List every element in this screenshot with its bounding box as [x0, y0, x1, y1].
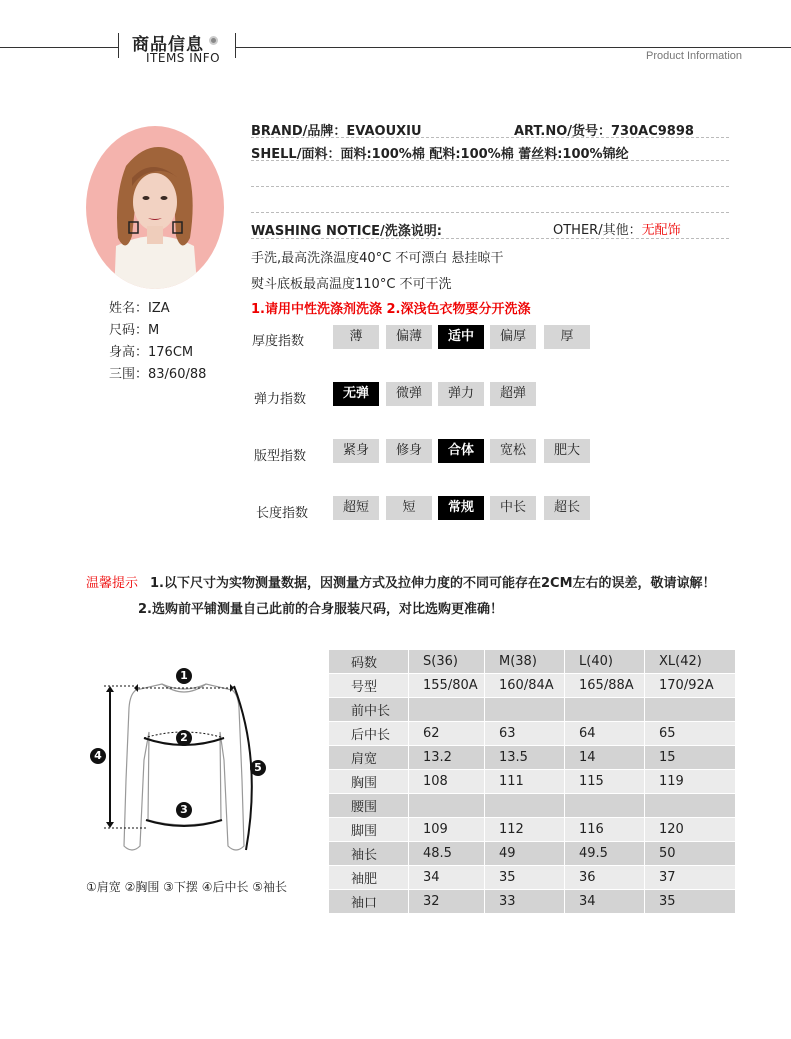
- header-title: 商品信息: [132, 35, 204, 55]
- brand-label: BRAND/品牌：: [251, 124, 347, 139]
- table-cell: 115: [565, 770, 645, 794]
- index-tag-fit: 修身: [386, 439, 432, 463]
- table-cell: 33: [485, 890, 565, 914]
- table-row-header: 号型: [329, 674, 409, 698]
- table-cell: [485, 698, 565, 722]
- index-tag-length: 超短: [333, 496, 379, 520]
- divider: [251, 186, 729, 187]
- notice-label: 温馨提示: [86, 576, 139, 591]
- table-cell: 14: [565, 746, 645, 770]
- index-tag-fit: 宽松: [490, 439, 536, 463]
- table-cell: 109: [409, 818, 485, 842]
- table-cell: 34: [409, 866, 485, 890]
- index-tag-elasticity: 微弹: [386, 382, 432, 406]
- table-cell: 64: [565, 722, 645, 746]
- marker-3-badge: 3: [176, 802, 192, 818]
- table-cell: M(38): [485, 650, 565, 674]
- table-row-header: 袖长: [329, 842, 409, 866]
- table-cell: 36: [565, 866, 645, 890]
- table-row-header: 后中长: [329, 722, 409, 746]
- index-tag-thickness-selected: 适中: [438, 325, 484, 349]
- index-tag-length: 中长: [490, 496, 536, 520]
- model-portrait-image: [86, 126, 224, 289]
- art-value: 730AC9898: [611, 124, 694, 139]
- table-cell: 32: [409, 890, 485, 914]
- table-cell: S(36): [409, 650, 485, 674]
- table-row: [329, 722, 736, 746]
- index-label-thickness: 厚度指数: [252, 334, 305, 349]
- table-cell: [565, 794, 645, 818]
- table-row: [329, 842, 736, 866]
- table-cell: [565, 698, 645, 722]
- other-line: [553, 219, 681, 238]
- notice-line-2: 2.选购前平铺测量自己此前的合身服装尺码，对比选购更准确！: [138, 602, 503, 617]
- table-row-header: 肩宽: [329, 746, 409, 770]
- model-info: [109, 298, 206, 386]
- index-tag-length: 超长: [544, 496, 590, 520]
- marker-4-badge: 4: [90, 748, 106, 764]
- table-cell: 116: [565, 818, 645, 842]
- table-row-header: 前中长: [329, 698, 409, 722]
- model-size: 尺码：M: [109, 323, 160, 338]
- header-dot-icon: [209, 36, 218, 45]
- table-cell: 108: [409, 770, 485, 794]
- table-cell: [645, 698, 736, 722]
- table-cell: 165/88A: [565, 674, 645, 698]
- table-cell: [409, 698, 485, 722]
- wash-warning: 1.请用中性洗涤剂洗涤 2.深浅色衣物要分开洗涤: [251, 302, 531, 317]
- divider: [251, 212, 729, 213]
- index-label-length: 长度指数: [256, 506, 309, 521]
- index-label-fit: 版型指数: [254, 449, 307, 464]
- table-cell: 37: [645, 866, 736, 890]
- table-cell: 119: [645, 770, 736, 794]
- table-row: [329, 770, 736, 794]
- index-tag-elasticity: 超弹: [490, 382, 536, 406]
- wash-line-2: 熨斗底板最高温度110°C 不可干洗: [251, 277, 452, 292]
- table-cell: [409, 794, 485, 818]
- marker-2-badge: 2: [176, 730, 192, 746]
- index-tag-thickness: 偏薄: [386, 325, 432, 349]
- table-cell: XL(42): [645, 650, 736, 674]
- model-portrait: [86, 126, 224, 289]
- table-cell: 13.5: [485, 746, 565, 770]
- table-cell: 112: [485, 818, 565, 842]
- model-name: 姓名：IZA: [109, 301, 170, 316]
- table-cell: L(40): [565, 650, 645, 674]
- table-cell: 62: [409, 722, 485, 746]
- model-measurements: 三围：83/60/88: [109, 367, 207, 382]
- header-rule-left: [0, 47, 118, 48]
- table-row-header: 腰围: [329, 794, 409, 818]
- table-cell: 35: [645, 890, 736, 914]
- table-cell: 170/92A: [645, 674, 736, 698]
- table-row: [329, 866, 736, 890]
- table-cell: 34: [565, 890, 645, 914]
- brand-value: EVAOUXIU: [346, 124, 422, 139]
- table-cell: 49: [485, 842, 565, 866]
- other-label: OTHER/其他：: [553, 223, 642, 238]
- table-row: [329, 674, 736, 698]
- wash-line-1: 手洗,最高洗涤温度40°C 不可漂白 悬挂晾干: [251, 251, 504, 266]
- header-subtitle: ITEMS INFO: [146, 51, 221, 65]
- model-height: 身高：176CM: [109, 345, 194, 360]
- index-tag-elasticity-selected: 无弹: [333, 382, 379, 406]
- diagram-legend: ①肩宽 ②胸围 ③下摆 ④后中长 ⑤袖长: [86, 880, 288, 894]
- art-label: ART.NO/货号：: [514, 124, 611, 139]
- index-tag-thickness: 偏厚: [490, 325, 536, 349]
- index-tag-thickness: 薄: [333, 325, 379, 349]
- shell-value: 面料:100%棉 配料:100%棉 蕾丝料:100%锦纶: [340, 147, 629, 162]
- other-value: 无配饰: [641, 223, 681, 238]
- table-cell: 13.2: [409, 746, 485, 770]
- shell-label: SHELL/面料：: [251, 147, 341, 162]
- table-row: [329, 746, 736, 770]
- table-cell: 48.5: [409, 842, 485, 866]
- header-rule-right: [235, 47, 791, 48]
- table-cell: 160/84A: [485, 674, 565, 698]
- table-row-header: 袖肥: [329, 866, 409, 890]
- table-row-header: 袖口: [329, 890, 409, 914]
- table-cell: 155/80A: [409, 674, 485, 698]
- header-bracket-left: [118, 33, 119, 58]
- garment-diagram: [86, 660, 286, 870]
- table-cell: 50: [645, 842, 736, 866]
- table-cell: 49.5: [565, 842, 645, 866]
- divider: [251, 238, 729, 239]
- index-tag-length-selected: 常规: [438, 496, 484, 520]
- index-tag-fit-selected: 合体: [438, 439, 484, 463]
- index-tag-fit: 肥大: [544, 439, 590, 463]
- table-row: [329, 818, 736, 842]
- table-cell: [485, 794, 565, 818]
- table-cell: [645, 794, 736, 818]
- marker-1-badge: 1: [176, 668, 192, 684]
- divider: [251, 160, 729, 161]
- index-tag-fit: 紧身: [333, 439, 379, 463]
- table-cell: 63: [485, 722, 565, 746]
- table-row: [329, 698, 736, 722]
- table-row: [329, 890, 736, 914]
- table-row: [329, 794, 736, 818]
- washing-label: WASHING NOTICE/洗涤说明:: [251, 224, 442, 239]
- table-row-header: 脚围: [329, 818, 409, 842]
- index-tag-elasticity: 弹力: [438, 382, 484, 406]
- table-row-header: 码数: [329, 650, 409, 674]
- index-tag-length: 短: [386, 496, 432, 520]
- table-cell: 120: [645, 818, 736, 842]
- divider: [251, 137, 729, 138]
- notice-line-1: 1.以下尺寸为实物测量数据，因测量方式及拉伸力度的不同可能存在2CM左右的误差，敬请谅解！: [150, 576, 716, 591]
- table-cell: 111: [485, 770, 565, 794]
- table-cell: 65: [645, 722, 736, 746]
- table-cell: 35: [485, 866, 565, 890]
- header-bracket-right: [235, 33, 236, 58]
- size-table: [329, 650, 736, 914]
- table-row: [329, 650, 736, 674]
- marker-5-badge: 5: [250, 760, 266, 776]
- index-label-elasticity: 弹力指数: [254, 392, 307, 407]
- header-right-label: Product Information: [646, 50, 742, 62]
- index-tag-thickness: 厚: [544, 325, 590, 349]
- table-row-header: 胸围: [329, 770, 409, 794]
- table-cell: 15: [645, 746, 736, 770]
